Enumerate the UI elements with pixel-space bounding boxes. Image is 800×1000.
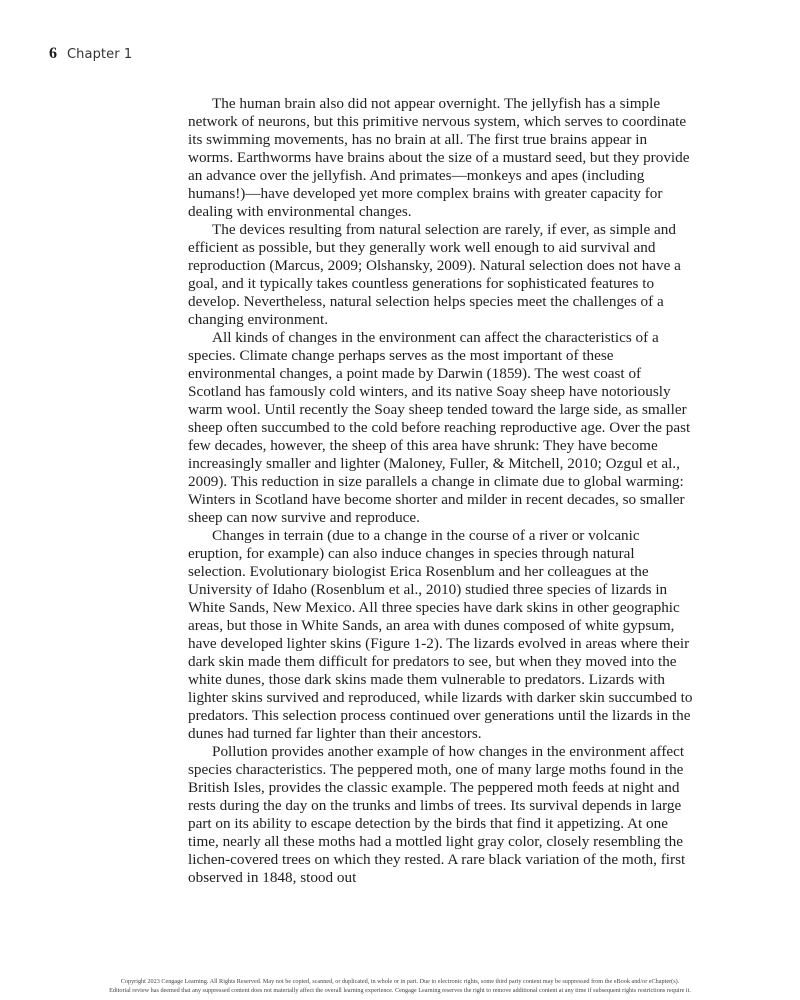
paragraph-brain-evolution: The human brain also did not appear overnight. The jellyfish has a simple network of neurons, but this primitive nervous system, which serves to coordinate its swimming movements, has no brain at all. The first true brains appear in worms. Earthworms have brains about the size of a mustard seed, but they provide an advance over the jellyfish. And primates—monkeys and apes (including humans!)—have developed yet more complex brains with greater capacity for dealing with environmental changes.	[188, 95, 690, 220]
copyright-footer	[0, 977, 800, 995]
copyright-line-2: Editorial review has deemed that any suppressed content does not materially affect the overall learning experience. Cengage Learning reserves the right to remove additional content at any time if subsequent rights restrictions require it.	[109, 987, 691, 994]
body-text	[188, 95, 694, 887]
page-number: 6	[49, 45, 57, 62]
paragraph-natural-selection-devices: The devices resulting from natural selection are rarely, if ever, as simple and efficient as possible, but they generally work well enough to aid survival and reproduction (Marcus, 2009; Olshansky, 2009). Natural selection does not have a goal, and it typically takes countless generations for sophisticated features to develop. Nevertheless, natural selection helps species meet the challenges of a changing environment.	[188, 221, 681, 328]
paragraph-climate-change: All kinds of changes in the environment can affect the characteristics of a species. Climate change perhaps serves as the most important of these environmental changes, a point made by Darwin (1859). The west coast of Scotland has famously cold winters, and its native Soay sheep have notoriously warm wool. Until recently the Soay sheep tended toward the large side, as smaller sheep often succumbed to the cold before reaching reproductive age. Over the past few decades, however, the sheep of this area have shrunk: They have become increasingly smaller and lighter (Maloney, Fuller, & Mitchell, 2010; Ozgul et al., 2009). This reduction in size parallels a change in climate due to global warming: Winters in Scotland have become shorter and milder in recent decades, so smaller sheep can now survive and reproduce.	[188, 329, 691, 526]
paragraph-pollution-moth: Pollution provides another example of how changes in the environment affect species characteristics. The peppered moth, one of many large moths found in the British Isles, provides the classic example. The peppered moth feeds at night and rests during the day on the trunks and limbs of trees. Its survival depends in large part on its ability to escape detection by the birds that find it appetizing. At one time, nearly all these moths had a mottled light gray color, closely resembling the lichen-covered trees on which they rested. A rare black variation of the moth, first observed in 1848, stood out	[188, 743, 686, 886]
copyright-line-1: Copyright 2023 Cengage Learning. All Rights Reserved. May not be copied, scanned, or duplicated, in whole or in part. Due to electronic rights, some third party content may be suppressed from the eBook and/or eChapter(s).	[120, 978, 680, 985]
chapter-label: Chapter 1	[67, 47, 133, 62]
paragraph-terrain-lizards: Changes in terrain (due to a change in the course of a river or volcanic eruption, for example) can also induce changes in species through natural selection. Evolutionary biologist Erica Rosenblum and her colleagues at the University of Idaho (Rosenblum et al., 2010) studied three species of lizards in White Sands, New Mexico. All three species have dark skins in other geographic areas, but those in White Sands, an area with dunes composed of white gypsum, have developed lighter skins (Figure 1-2). The lizards evolved in areas where their dark skin made them difficult for predators to see, but when they moved into the white dunes, those dark skins made them vulnerable to predators. Lizards with lighter skins survived and reproduced, while lizards with darker skin succumbed to predators. This selection process continued over generations until the lizards in the dunes had turned far lighter than their ancestors.	[188, 527, 693, 742]
running-head	[49, 45, 132, 67]
